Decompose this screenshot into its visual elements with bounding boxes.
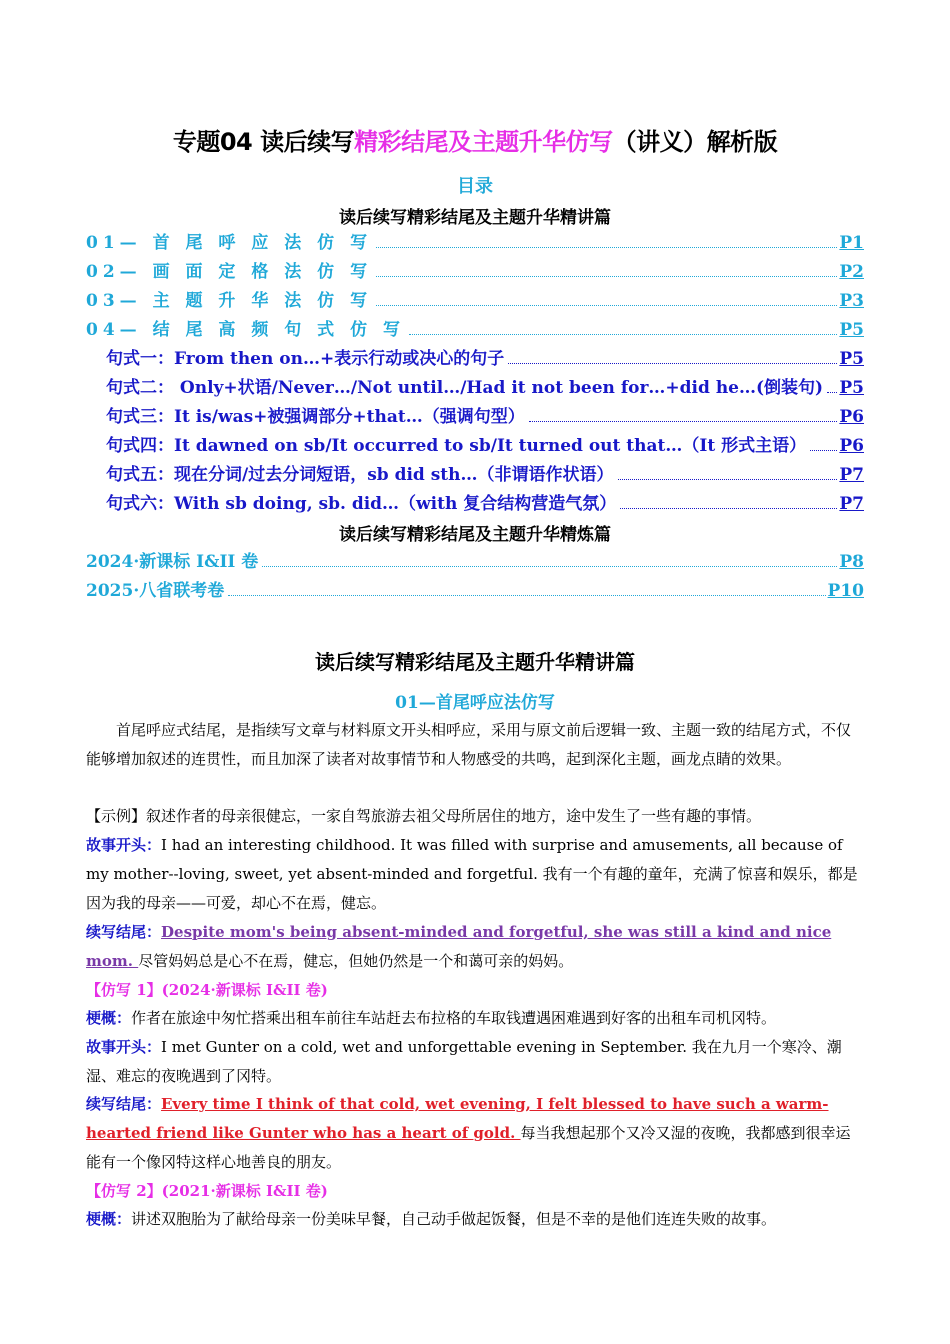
summary-1-text: 作者在旅途中匆忙搭乘出租车前往车站赶去布拉格的车取钱遭遇困难遇到好客的出租车司机冈特。 bbox=[131, 1009, 777, 1027]
toc-entry[interactable] bbox=[86, 287, 864, 311]
toc-leader bbox=[228, 594, 825, 596]
toc-pattern-entry[interactable] bbox=[106, 345, 864, 369]
toc-entry-label: 01— 首 尾 呼 应 法 仿 写 bbox=[86, 233, 373, 253]
toc-page-link[interactable]: P1 bbox=[839, 233, 864, 253]
toc-section-1: 读后续写精彩结尾及主题升华精讲篇 bbox=[339, 208, 611, 228]
ending-english: Despite mom's being absent-minded and forgetful, she was still a kind and nice mom. bbox=[86, 923, 832, 970]
story-start-paragraph bbox=[86, 831, 864, 918]
toc-leader bbox=[620, 507, 837, 509]
story-start-text: I had an interesting childhood. It was filled with surprise and amusements, all because of my mother--loving, sweet, yet absent-minded and forgetful. 我有一个有趣的童年，充满了惊喜和娱乐，都是因为我的母亲——可爱，却心不在焉，健忘。 bbox=[86, 836, 858, 912]
toc-page-link[interactable]: P5 bbox=[839, 320, 864, 340]
story-1-label: 故事开头： bbox=[86, 1038, 162, 1056]
toc-page-link[interactable]: P7 bbox=[839, 494, 864, 514]
example-label: 【示例】 bbox=[86, 807, 147, 825]
example-paragraph bbox=[86, 802, 864, 831]
toc-page-link[interactable]: P10 bbox=[827, 581, 864, 601]
toc-leader bbox=[508, 362, 837, 364]
toc-entry-label: 句式六：With sb doing, sb. did…（with 复合结构营造气氛） bbox=[106, 494, 617, 514]
toc-leader bbox=[262, 565, 837, 567]
page-title bbox=[0, 122, 950, 157]
toc-entry-label: 句式四：It dawned on sb/It occurred to sb/It turned out that…（It 形式主语） bbox=[106, 436, 807, 456]
ending-chinese: 尽管妈妈总是心不在焉，健忘，但她仍然是一个和蔼可亲的妈妈。 bbox=[138, 952, 574, 970]
title-suffix: （讲义）解析版 bbox=[612, 128, 778, 156]
toc-pattern-entry[interactable] bbox=[106, 461, 864, 485]
toc-page-link[interactable]: P5 bbox=[839, 378, 864, 398]
toc-entry-label: 句式五：现在分词/过去分词短语，sb did sth…（非谓语作状语） bbox=[106, 465, 614, 485]
story-1-text: I met Gunter on a cold, wet and unforgettable evening in September. 我在九月一个寒冷、潮湿、难忘的夜晚遇到了冈特。 bbox=[86, 1038, 842, 1085]
intro-paragraph: 首尾呼应式结尾，是指续写文章与材料原文开头相呼应，采用与原文前后逻辑一致、主题一致的结尾方式，不仅能够增加叙述的连贯性，而且加深了读者对故事情节和人物感受的共鸣，起到深化主题，画龙点睛的效果。 bbox=[86, 721, 852, 768]
toc-page-link[interactable]: P7 bbox=[839, 465, 864, 485]
toc-entry[interactable] bbox=[86, 258, 864, 282]
toc-leader bbox=[376, 304, 837, 306]
toc-entry-label: 2024·新课标 I&II 卷 bbox=[86, 552, 259, 572]
toc-entry-label: 句式一：From then on…+表示行动或决心的句子 bbox=[106, 349, 505, 369]
toc-page-link[interactable]: P6 bbox=[839, 407, 864, 427]
toc-heading: 目录 bbox=[457, 176, 493, 197]
toc-page-link[interactable]: P6 bbox=[839, 436, 864, 456]
toc-entry-label: 句式三：It is/was+被强调部分+that…（强调句型） bbox=[106, 407, 525, 427]
toc-entry[interactable] bbox=[86, 577, 864, 601]
story-start-label: 故事开头： bbox=[86, 836, 162, 854]
ending-paragraph bbox=[86, 918, 864, 976]
toc-entry-label: 句式二： Only+状语/Never…/Not until…/Had it not been for…+did he…(倒装句) bbox=[106, 378, 824, 398]
ending-label: 续写结尾： bbox=[86, 923, 162, 941]
toc-leader bbox=[810, 449, 837, 451]
toc-leader bbox=[618, 478, 838, 480]
toc-page-link[interactable]: P5 bbox=[839, 349, 864, 369]
imitation-2-label: 【仿写 2】(2021·新课标 I&II 卷) bbox=[86, 1182, 328, 1200]
ending-1-paragraph bbox=[86, 1090, 864, 1177]
summary-2-text: 讲述双胞胎为了献给母亲一份美味早餐，自己动手做起饭餐，但是不幸的是他们连连失败的故事。 bbox=[131, 1210, 777, 1228]
summary-label: 梗概： bbox=[86, 1009, 132, 1027]
toc-page-link[interactable]: P2 bbox=[839, 262, 864, 282]
toc-entry-label: 04— 结 尾 高 频 句 式 仿 写 bbox=[86, 320, 406, 340]
toc-page-link[interactable]: P8 bbox=[839, 552, 864, 572]
summary-2-label: 梗概： bbox=[86, 1210, 132, 1228]
toc-pattern-entry[interactable] bbox=[106, 432, 864, 456]
toc-entry-label: 2025·八省联考卷 bbox=[86, 581, 225, 601]
summary-2-paragraph bbox=[86, 1205, 864, 1234]
toc-page-link[interactable]: P3 bbox=[839, 291, 864, 311]
toc-leader bbox=[376, 246, 837, 248]
toc-entry[interactable] bbox=[86, 548, 864, 572]
example-text: 叙述作者的母亲很健忘，一家自驾旅游去祖父母所居住的地方，途中发生了一些有趣的事情。 bbox=[146, 807, 762, 825]
ending-1-english: Every time I think of that cold, wet evening, I felt blessed to have such a warm-hearted friend like Gunter who has a heart of gold. bbox=[86, 1095, 829, 1142]
toc-pattern-entry[interactable] bbox=[106, 490, 864, 514]
toc-section-2: 读后续写精彩结尾及主题升华精炼篇 bbox=[339, 525, 611, 545]
summary-1-paragraph bbox=[86, 1004, 864, 1033]
title-highlight: 精彩结尾及主题升华仿写 bbox=[354, 128, 613, 156]
story-1-paragraph bbox=[86, 1033, 864, 1091]
toc-leader bbox=[376, 275, 837, 277]
toc-entry[interactable] bbox=[86, 316, 864, 340]
ending-1-label: 续写结尾： bbox=[86, 1095, 162, 1113]
imitation-1-label: 【仿写 1】(2024·新课标 I&II 卷) bbox=[86, 981, 328, 999]
title-prefix: 专题04 读后续写 bbox=[172, 128, 355, 156]
toc-leader bbox=[529, 420, 838, 422]
toc-pattern-entry[interactable] bbox=[106, 374, 864, 398]
body-subheading: 01—首尾呼应法仿写 bbox=[395, 693, 555, 713]
ending-1-chinese: 每当我想起那个又冷又湿的夜晚，我都感到很幸运能有一个像冈特这样心地善良的朋友。 bbox=[86, 1124, 851, 1171]
body-heading: 读后续写精彩结尾及主题升华精讲篇 bbox=[315, 650, 635, 674]
toc-leader bbox=[409, 333, 837, 335]
toc-entry-label: 03— 主 题 升 华 法 仿 写 bbox=[86, 291, 373, 311]
toc-entry[interactable] bbox=[86, 229, 864, 253]
toc-entry-label: 02— 画 面 定 格 法 仿 写 bbox=[86, 262, 373, 282]
toc-leader bbox=[827, 391, 837, 393]
toc-pattern-entry[interactable] bbox=[106, 403, 864, 427]
